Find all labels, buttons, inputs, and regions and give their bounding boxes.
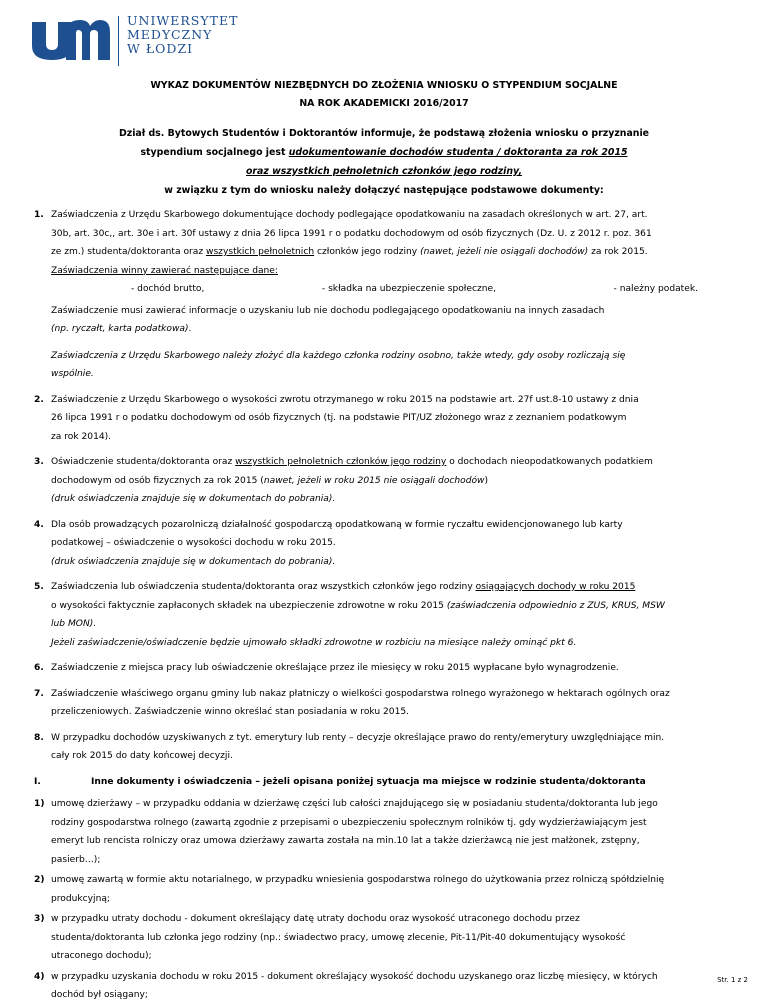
italic-note: wspólnie. [51, 369, 94, 379]
item-text [51, 320, 734, 339]
intro-text: stypendium socjalnego jest [140, 147, 289, 158]
item-text: emeryt lub rencista rolniczy oraz umowa dzierżawy zawarta została na min.10 lat a także dzierżawcą nie jest małżonek, zstępny, [51, 836, 640, 846]
data-social-contribution: - składka na ubezpieczenie społeczne, [321, 284, 497, 294]
sub-item-1 [34, 795, 734, 869]
item-number: 6. [34, 663, 44, 673]
item-text: cały rok 2015 do daty końcowej decyzji. [51, 751, 233, 761]
document-subtitle: NA ROK AKADEMICKI 2016/2017 [299, 98, 469, 109]
item-text: 26 lipca 1991 r o podatku dochodowym od osób fizycznych (tj. na podstawie PIT/UZ złożonego wraz z zeznaniem podatkowym [51, 413, 627, 423]
intro-line-3: oraz wszystkich pełnoletnich członków jego rodziny, [245, 166, 523, 177]
item-text: 30b, art. 30c,, art. 30e i art. 30f ustawy z dnia 26 lipca 1991 r o podatku dochodowym od osób fizycznych (Dz. U. z 2012 r. poz. 361 [51, 228, 652, 239]
item-text: Zaświadczenie z miejsca pracy lub oświadczenie określające przez ile miesięcy w roku 2015 wypłacane było wynagrodzenie. [51, 663, 619, 673]
underlined-text: osiągających dochody w roku 2015 [475, 582, 636, 592]
um-logo-icon [30, 14, 110, 60]
item-text [51, 597, 734, 616]
item-text: członków jego rodziny [314, 247, 421, 257]
item-number: 1) [34, 799, 45, 809]
item-text: Dla osób prowadzących pozarolniczą działalność gospodarczą opodatkowaną w formie ryczałtu ewidencjonowanego lub karty [51, 519, 623, 530]
list-item-5 [34, 578, 734, 652]
intro-line-1: Dział ds. Bytowych Studentów i Doktorantów informuje, że podstawą złożenia wniosku o przyznanie [118, 128, 650, 139]
sub-item-4 [34, 968, 734, 1005]
intro-line-2 [40, 143, 728, 162]
data-gross-income: - dochód brutto, [131, 284, 205, 294]
sub-item-2 [34, 871, 734, 908]
item-text: w przypadku utraty dochodu - dokument określający datę utraty dochodu oraz wysokość utraconego dochodu przez [51, 914, 580, 924]
university-logo [30, 14, 238, 66]
item-text: produkcyjną; [51, 893, 110, 904]
item-text: pasierb…); [51, 854, 101, 865]
item-text: przeliczeniowych. Zaświadczenie winno określać stan posiadania w roku 2015. [51, 707, 410, 717]
item-text: podatkowej – oświadczenie o wysokości dochodu w roku 2015. [51, 538, 336, 548]
italic-note: (druk oświadczenia znajduje się w dokumentach do pobrania). [51, 494, 336, 504]
intro-emphasis: udokumentowanie dochodów studenta / doktoranta za rok 2015 [288, 147, 628, 158]
section-heading [34, 773, 734, 792]
item-text: umowę zawartą w formie aktu notarialnego, w przypadku wniesienia gospodarstwa rolnego do użytkowania przez rolniczą spółdzielnię [51, 875, 665, 885]
underlined-text: wszystkich pełnoletnich [206, 247, 315, 257]
item-text: ze zm.) studenta/doktoranta oraz [51, 247, 206, 257]
italic-note: Jeżeli zaświadczenie/oświadczenie będzie ujmowało składki zdrowotne w rozbiciu na miesiące należy ominąć pkt 6. [51, 637, 577, 648]
logo-text [127, 14, 238, 56]
list-item-7 [34, 685, 734, 722]
item-text: studenta/doktoranta lub członka jego rodziny (np.: świadectwo pracy, umowę zlecenie, Pit-11/Pit-40 dokumentujący wysokość [51, 932, 626, 943]
intro-line-4: w związku z tym do wniosku należy dołączyć następujące podstawowe dokumenty: [164, 185, 604, 196]
item-text [51, 453, 734, 472]
section-number: I. [34, 776, 41, 787]
list-item-6 [34, 659, 734, 678]
item-text: W przypadku dochodów uzyskiwanych z tyt. emerytury lub renty – decyzje określające prawo do renty/emerytury uwzględniające min. [51, 732, 665, 743]
documents-list [34, 206, 734, 1007]
logo-line-3: W ŁODZI [127, 41, 194, 56]
list-item-4 [34, 516, 734, 572]
item-text: umowę dzierżawy – w przypadku oddania w dzierżawę części lub całości znajdującego się w posiadaniu studenta/doktoranta lub jego [51, 799, 658, 809]
item-text: Zaświadczenie z Urzędu Skarbowego o wysokości zwrotu otrzymanego w roku 2015 na podstawie art. 27f ust.8-10 ustawy z dnia [51, 394, 639, 405]
data-tax-due: - należny podatek. [613, 284, 698, 294]
item-number: 3. [34, 457, 44, 467]
item-text [51, 472, 734, 491]
item-text: o dochodach nieopodatkowanych podatkiem [446, 457, 653, 467]
logo-line-1: UNIWERSYTET [127, 13, 239, 28]
list-item-2 [34, 391, 734, 447]
italic-text: (zaświadczenia odpowiednio z ZUS, KRUS, MSW [446, 600, 665, 611]
intro-paragraph [40, 124, 728, 200]
item-text: Zaświadczenie musi zawierać informacje o uzyskaniu lub nie dochodu podlegającego opodatkowaniu na innych zasadach [51, 305, 605, 316]
logo-line-2: MEDYCZNY [127, 27, 213, 42]
italic-text: (nawet, jeżeli nie osiągali dochodów) [420, 247, 589, 257]
italic-note: Zaświadczenia z Urzędu Skarbowego należy złożyć dla każdego członka rodziny osobno, także wtedy, gdy osoby rozliczają się [51, 350, 626, 361]
italic-note: lub MON). [51, 619, 97, 629]
item-text: utraconego dochodu); [51, 951, 152, 961]
item-number: 3) [34, 914, 45, 924]
list-item-8 [34, 729, 734, 766]
list-item-1 [34, 206, 734, 384]
italic-text: (np. ryczałt, karta podatkowa) [51, 324, 189, 334]
item-number: 5. [34, 582, 44, 592]
italic-text: nawet, jeżeli w roku 2015 nie osiągali dochodów [263, 475, 485, 486]
item-text: w przypadku uzyskania dochodu w roku 2015 - dokument określający wysokość dochodu uzyskanego oraz liczbę miesięcy, w których [51, 971, 658, 982]
item-text: Zaświadczenia lub oświadczenia studenta/doktoranta oraz wszystkich członków jego rodziny [51, 582, 476, 592]
item-text: dochód był osiągany; [51, 990, 148, 1000]
item-text [51, 578, 734, 597]
item-number: 8. [34, 732, 44, 743]
item-text: . [188, 324, 192, 334]
item-number: 7. [34, 688, 44, 699]
item-text [51, 243, 734, 262]
item-text: dochodowym od osób fizycznych za rok 2015 ( [51, 475, 264, 486]
item-number: 2. [34, 394, 44, 405]
item-number: 4. [34, 519, 44, 530]
list-item-3 [34, 453, 734, 509]
item-text: Zaświadczenia z Urzędu Skarbowego dokumentujące dochody podlegające opodatkowaniu na zasadach określonych w art. 27, art. [51, 210, 648, 220]
item-text: Zaświadczenie właściwego organu gminy lub nakaz płatniczy o wielkości gospodarstwa rolnego wyrażonego w hektarach ogólnych oraz [51, 688, 670, 699]
document-title: WYKAZ DOKUMENTÓW NIEZBĘDNYCH DO ZŁOŻENIA WNIOSKU O STYPENDIUM SOCJALNE [150, 80, 618, 91]
item-number: 2) [34, 875, 45, 885]
item-text: ) [484, 475, 489, 486]
underlined-text: wszystkich pełnoletnich członków jego rodziny [235, 457, 447, 467]
item-number: 1. [34, 210, 44, 220]
item-text: o wysokości faktycznie zapłaconych składek na ubezpieczenie zdrowotne w roku 2015 [51, 600, 447, 611]
item-text: za rok 2015. [588, 247, 648, 257]
item-text: rodziny gospodarstwa rolnego (zawartą zgodnie z przepisami o ubezpieczeniu społecznym rolników tj. gdy wydzierżawiającym jest [51, 817, 647, 828]
item-number: 4) [34, 971, 45, 982]
italic-note: (druk oświadczenia znajduje się w dokumentach do pobrania). [51, 556, 336, 567]
logo-divider [118, 16, 119, 66]
item-text: Zaświadczenia winny zawierać następujące dane: [51, 265, 278, 276]
sub-item-3 [34, 910, 734, 966]
page-number: Str. 1 z 2 [717, 976, 748, 984]
item-text: za rok 2014). [51, 431, 112, 442]
required-data-row [51, 280, 734, 299]
section-title: Inne dokumenty i oświadczenia – jeżeli opisana poniżej sytuacja ma miejsce w rodzinie studenta/doktoranta [91, 776, 646, 787]
item-text: Oświadczenie studenta/doktoranta oraz [51, 457, 236, 467]
